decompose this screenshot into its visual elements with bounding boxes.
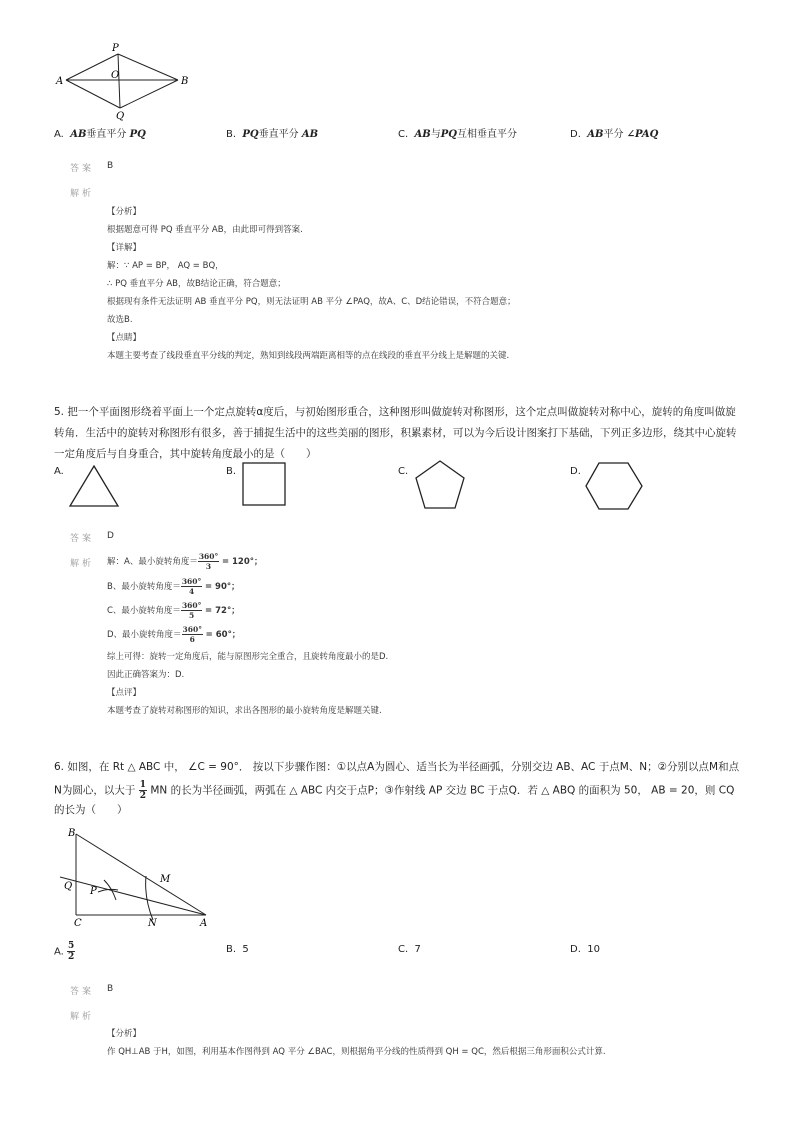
q4-option-c[interactable]: C. AB与PQ互相垂直平分 <box>398 129 517 140</box>
q4-line: 【点睛】 <box>107 333 142 343</box>
q5-line: 因此正确答案为：D. <box>107 670 185 680</box>
q6-line: 作 QH⊥AB 于H，如图，利用基本作图得到 AQ 平分 ∠BAC，则根据角平分线的性质得到 QH = QC，然后根据三角形面积公式计算. <box>107 1047 606 1057</box>
q4-option-a[interactable]: A. AB垂直平分 PQ <box>54 129 146 140</box>
pentagon-shape <box>412 458 468 514</box>
q5-text-line: 一定角度后与自身重合，其中旋转角度最小的是（ ） <box>54 448 317 460</box>
q6-line: 【分析】 <box>107 1029 142 1039</box>
q4-line: 解：∵ AP = BP， AQ = BQ， <box>107 261 224 271</box>
q4-line: 根据题意可得 PQ 垂直平分 AB，由此即可得到答案. <box>107 225 303 235</box>
q4-line: 【分析】 <box>107 207 142 217</box>
label-n: N <box>148 918 157 929</box>
q4-option-d[interactable]: D. AB平分 ∠PAQ <box>570 129 659 140</box>
q4-line: 根据现有条件无法证明 AB 垂直平分 PQ，则无法证明 AB 平分 ∠PAQ，故A、C、D结论错误，不符合题意； <box>107 297 516 307</box>
q4-line: 本题主要考查了线段垂直平分线的判定，熟知到线段两端距离相等的点在线段的垂直平分线上是解题的关键. <box>107 351 510 361</box>
q5-calc-line: 解：A、最小旋转角度＝ $\frac{360^\circ}{3}$ = 120°； <box>107 552 263 571</box>
q5-option-a[interactable]: A. <box>54 466 64 477</box>
q6-option-d[interactable]: D. 10 <box>570 944 600 955</box>
q4-answer-label: 答案 <box>70 164 95 174</box>
label-b: B <box>181 76 189 87</box>
q4-line: ∴ PQ 垂直平分 AB，故B结论正确，符合题意； <box>107 279 286 289</box>
q6-text-line: 6. 如图，在 Rt △ ABC 中， ∠C = 90°． 按以下步骤作图：①以点A为圆心、适当长为半径画弧，分别交边 AB、AC 于点M、N；②分别以点M和点 <box>54 761 740 773</box>
label-q: Q <box>64 881 73 892</box>
label-q: Q <box>116 111 125 122</box>
q6-option-a[interactable]: A. $\frac{5}{2}$ <box>54 941 75 962</box>
q6-option-c[interactable]: C. 7 <box>398 944 421 955</box>
label-a: A <box>200 918 208 929</box>
label-p: P <box>112 43 119 54</box>
q5-analysis-label: 解析 <box>70 559 95 569</box>
q5-line: 综上可得：旋转一定角度后，能与原图形完全重合，且旋转角度最小的是D. <box>107 652 389 662</box>
square-shape <box>240 460 290 510</box>
q4-option-b[interactable]: B. PQ垂直平分 AB <box>226 129 319 140</box>
q4-line: 故选B. <box>107 315 133 325</box>
q5-answer: D <box>107 531 114 541</box>
q5-line: 【点评】 <box>107 688 142 698</box>
q4-line: 【详解】 <box>107 243 142 253</box>
q6-option-b[interactable]: B. 5 <box>226 944 249 955</box>
q6-analysis-label: 解析 <box>70 1012 95 1022</box>
label-a: A <box>56 76 64 87</box>
hexagon-shape <box>584 460 644 512</box>
q6-answer: B <box>107 984 114 994</box>
q5-calc-line: C、最小旋转角度＝ $\frac{360^\circ}{5}$ = 72°； <box>107 601 240 620</box>
label-p: P <box>90 886 97 897</box>
q5-calc-line: D、最小旋转角度＝ $\frac{360^\circ}{6}$ = 60°； <box>107 625 241 644</box>
q6-text-line: N为圆心，以大于 $\frac{1}{2}$ MN 的长为半径画弧，两弧在 △ ABC 内交于点P；③作射线 AP 交边 BC 于点Q．若 △ ABQ 的面积为 50， AB = 20，则 CQ <box>54 780 735 801</box>
q5-text-line: 转角．生活中的旋转对称图形有很多，善于捕捉生活中的这些美丽的图形，积累素材，可以为今后设计图案打下基础，下列正多边形，绕其中心旋转 <box>54 427 737 439</box>
label-m: M <box>160 874 171 885</box>
rhombus-figure <box>52 38 202 123</box>
q6-text-line: 的长为（ ） <box>54 804 128 816</box>
q5-text-line: 5. 把一个平面图形绕着平面上一个定点旋转α度后，与初始图形重合，这种图形叫做旋转对称图形，这个定点叫做旋转对称中心，旋转的角度叫做旋 <box>54 406 736 418</box>
q5-answer-label: 答案 <box>70 534 95 544</box>
label-o: O <box>111 70 120 81</box>
label-c: C <box>74 918 82 929</box>
q5-option-c[interactable]: C. <box>398 466 409 477</box>
triangle-construction-figure <box>54 820 224 935</box>
q5-calc-line: B、最小旋转角度＝ $\frac{360^\circ}{4}$ = 90°； <box>107 577 240 596</box>
label-b: B <box>68 828 76 839</box>
q5-option-d[interactable]: D. <box>570 466 581 477</box>
q5-line: 本题考查了旋转对称图形的知识，求出各图形的最小旋转角度是解题关键. <box>107 706 382 716</box>
q4-analysis-label: 解析 <box>70 189 95 199</box>
q6-answer-label: 答案 <box>70 987 95 997</box>
q5-option-b[interactable]: B. <box>226 466 237 477</box>
q4-answer: B <box>107 161 114 171</box>
triangle-shape <box>66 464 126 510</box>
